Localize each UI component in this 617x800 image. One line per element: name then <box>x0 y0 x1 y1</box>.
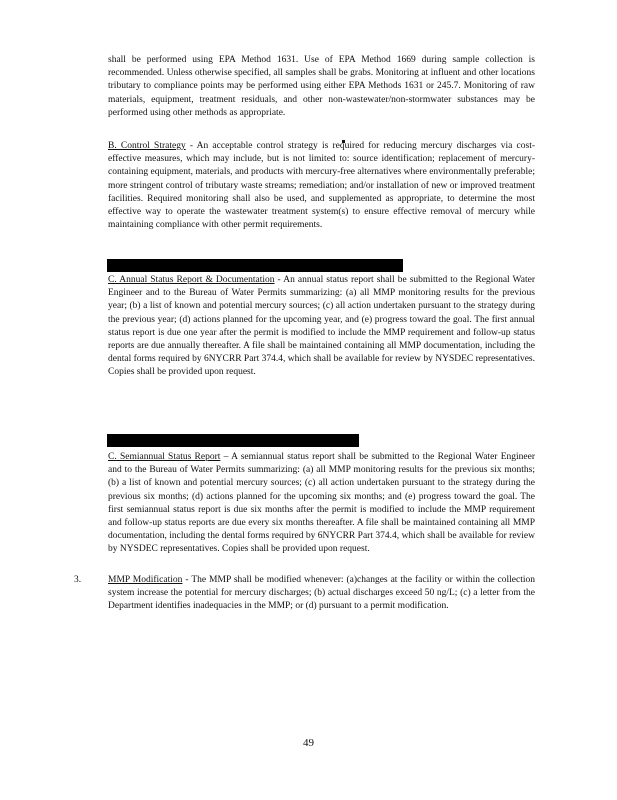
mmp-modification-text: - The MMP shall be modified whenever: (a)changes at the facility or within the collection system increase the potential for mercury discharges; (b) actual discharges exceed 50 ng/L; (c) a letter from the Department identifies inadequacies in the MMP; or (d) pursuant to a permit modification. <box>108 575 535 612</box>
mmp-modification-paragraph <box>108 574 535 614</box>
control-strategy-heading: B. Control Strategy <box>108 141 186 151</box>
section-number: 3. <box>74 575 82 585</box>
annual-report-heading: C. Annual Status Report & Documentation <box>108 275 275 285</box>
redaction-bar <box>107 259 403 272</box>
intro-paragraph <box>108 54 535 120</box>
intro-text: shall be performed using EPA Method 1631. Use of EPA Method 1669 during sample collection is recommended. Unless otherwise specified, all samples shall be grabs. Monitoring at influent and other locations tributary to compliance points may be performed using either EPA Methods 1631 or 245.7. Monitoring of raw materials, equipment, treatment residuals, and other non-wastewater/non-stormwater substances may be performed using other methods as appropriate. <box>108 55 535 118</box>
mmp-modification-heading: MMP Modification <box>108 575 183 585</box>
semiannual-report-text: – A semiannual status report shall be submitted to the Regional Water Engineer and to the Bureau of Water Permits summarizing: (a) all MMP monitoring results for the previous six months; (b) a list of known and potential mercury sources; (c) all action undertaken pursuant to the strategy during the previous six months; (d) actions planned for the upcoming six months; and (e) progress toward the goal. The first semiannual status report is due six months after the permit is modified to include the MMP requirement and follow-up status reports are due every six months thereafter. A file shall be maintained containing all MMP documentation, including the dental forms required by 6NYCRR Part 374.4, which shall be available for review by NYSDEC representatives. Copies shall be provided upon request. <box>108 452 535 555</box>
control-strategy-paragraph <box>108 140 535 232</box>
annual-report-paragraph <box>108 274 535 380</box>
semiannual-report-heading: C. Semiannual Status Report <box>108 452 221 462</box>
annual-report-text: - An annual status report shall be submitted to the Regional Water Engineer and to the Bureau of Water Permits summarizing: (a) all MMP monitoring results for the previous year; (b) a list of known and potential mercury sources; (c) all action undertaken pursuant to the strategy during the previous year; (d) actions planned for the upcoming year, and (e) progress toward the goal. The first annual status report is due one year after the permit is modified to include the MMP requirement and follow-up status reports are due annually thereafter. A file shall be maintained containing all MMP documentation, including the dental forms required by 6NYCRR Part 374.4, which shall be available for review by NYSDEC representatives. Copies shall be provided upon request. <box>108 275 535 378</box>
page-number: 49 <box>303 737 314 749</box>
redaction-bar <box>107 434 359 447</box>
control-strategy-text: - An acceptable control strategy is required for reducing mercury discharges via cost-effective measures, which may include, but is not limited to: source identification; replacement of mercury-containing equipment, materials, and products with mercury-free alternatives where environmentally preferable; more stringent control of tributary waste streams; remediation; and/or installation of new or improved treatment facilities. Required monitoring shall also be used, and supplemented as appropriate, to determine the most effective way to operate the wastewater treatment system(s) to ensure effective removal of mercury while maintaining compliance with other permit requirements. <box>108 141 535 231</box>
semiannual-report-paragraph <box>108 451 535 557</box>
